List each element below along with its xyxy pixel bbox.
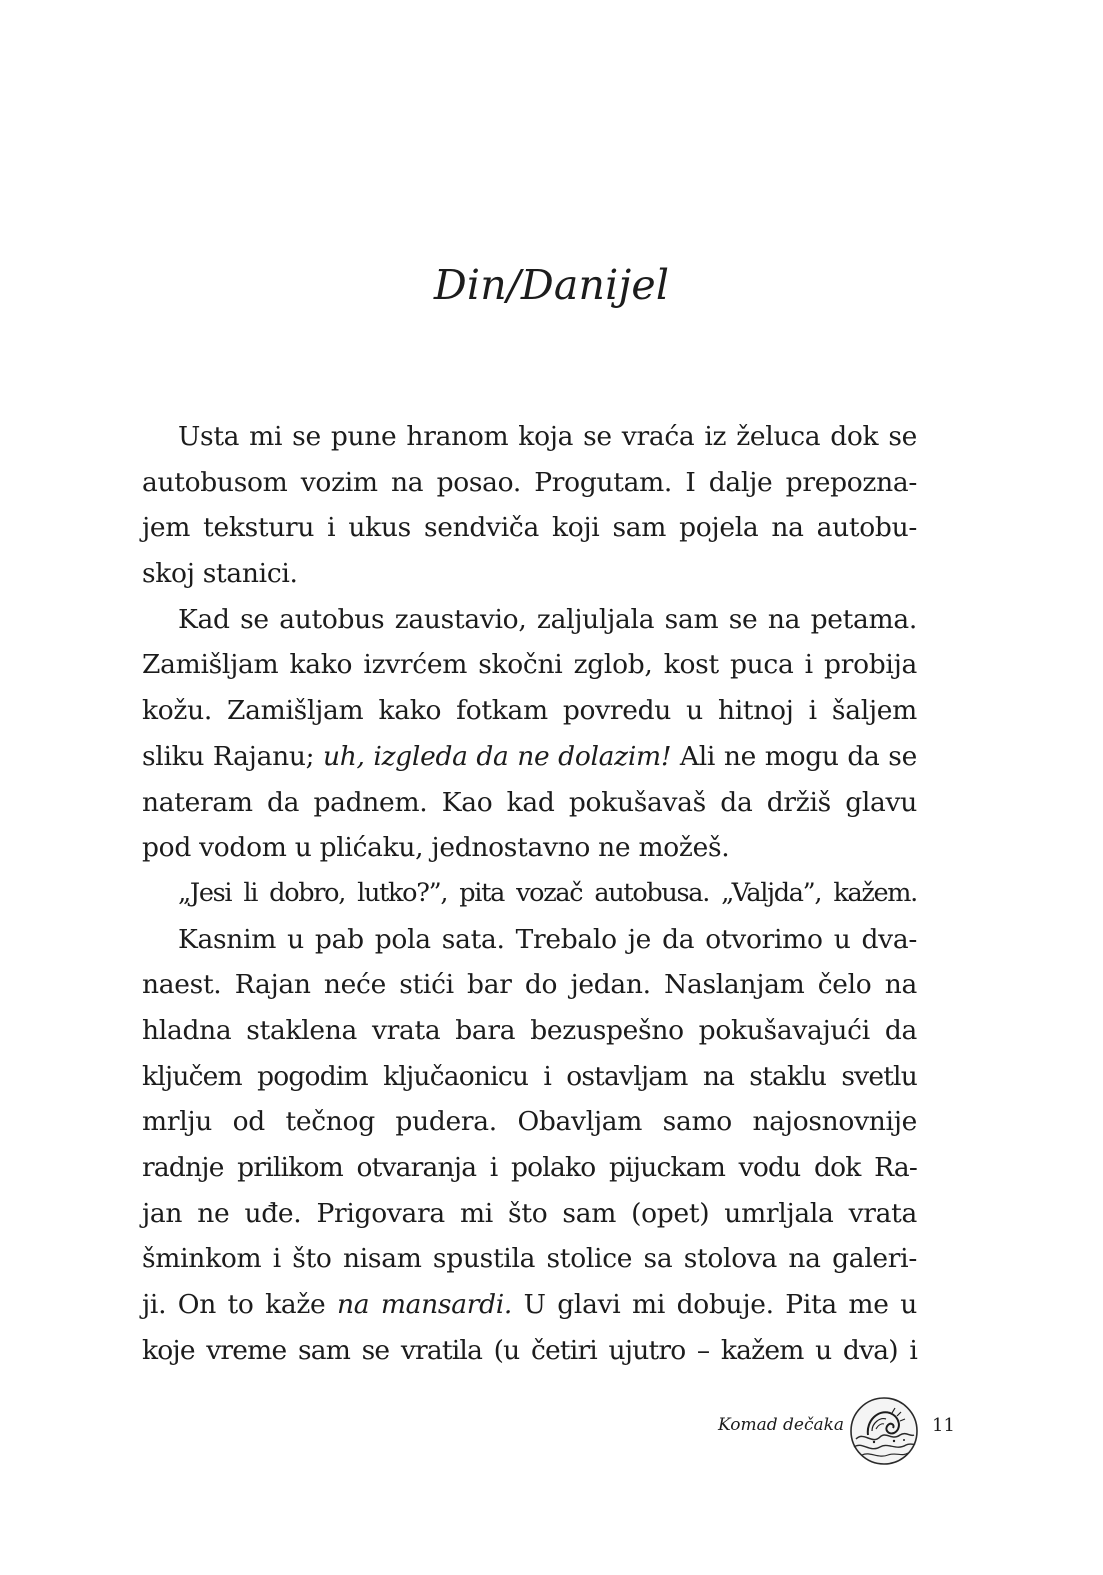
text-line: ključem pogodim ključaonicu i ostavljam na staklu svetlu xyxy=(142,1060,917,1092)
text-line: jem teksturu i ukus sendviča koji sam pojela na autobu- xyxy=(142,512,917,544)
text-line: nateram da padnem. Kao kad pokušavaš da držiš glavu xyxy=(142,786,917,818)
wave-emblem-icon xyxy=(848,1395,920,1467)
text-segment: sliku Rajanu; xyxy=(142,740,323,772)
italic-phrase: uh, izgleda da ne dolazim! xyxy=(323,740,672,772)
text-line: šminkom i što nisam spustila stolice sa stolova na galeri- xyxy=(142,1243,917,1275)
text-line: koje vreme sam se vratila (u četiri ujutro – kažem u dva) i xyxy=(142,1334,917,1366)
italic-phrase: na mansardi. xyxy=(337,1289,513,1321)
text-line: Kasnim u pab pola sata. Trebalo je da otvorimo u dva- xyxy=(178,923,917,955)
text-line xyxy=(142,734,917,780)
text-line: jan ne uđe. Prigovara mi što sam (opet) umrljala vrata xyxy=(142,1197,917,1229)
page-number: 11 xyxy=(932,1415,955,1436)
body-text xyxy=(142,414,917,1373)
text-segment: Ali ne mogu da se xyxy=(671,740,917,772)
text-line: skoj stanici. xyxy=(142,558,298,590)
text-line: mrlju od tečnog pudera. Obavljam samo najosnovnije xyxy=(142,1106,917,1138)
text-line: Zamišljam kako izvrćem skočni zglob, kost puca i probija xyxy=(142,649,917,681)
text-line: kožu. Zamišljam kako fotkam povredu u hitnoj i šaljem xyxy=(142,695,917,727)
chapter-title: Din/Danijel xyxy=(433,261,670,309)
running-footer-title: Komad dečaka xyxy=(718,1415,845,1435)
text-line: Usta mi se pune hranom koja se vraća iz želuca dok se xyxy=(178,421,917,452)
text-line: radnje prilikom otvaranja i polako pijuckam vodu dok Ra- xyxy=(142,1152,917,1183)
text-line: Kad se autobus zaustavio, zaljuljala sam se na petama. xyxy=(178,603,917,635)
text-line: hladna staklena vrata bara bezuspešno pokušavajući da xyxy=(142,1014,917,1046)
text-line: pod vodom u plićaku, jednostavno ne možeš. xyxy=(142,832,730,864)
text-segment: U glavi mi dobuje. Pita me u xyxy=(512,1289,917,1321)
text-segment: ji. On to kaže xyxy=(142,1289,337,1321)
text-line: naest. Rajan neće stići bar do jedan. Naslanjam čelo na xyxy=(142,969,917,1001)
page-footer xyxy=(700,1395,960,1467)
text-line: „Jesi li dobro, lutko?”, pita vozač autobusa. „Valjda”, kažem. xyxy=(178,877,917,908)
text-line xyxy=(142,1282,917,1328)
text-line: autobusom vozim na posao. Progutam. I dalje prepozna- xyxy=(142,466,917,498)
